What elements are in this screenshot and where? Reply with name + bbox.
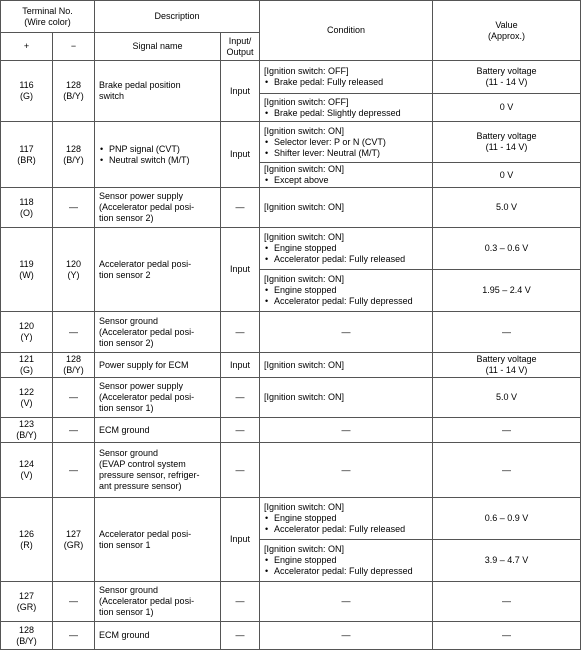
table-row <box>1 61 581 94</box>
signal-name-line: tion sensor 1) <box>99 403 154 413</box>
terminal-plus-line: (W) <box>19 269 34 280</box>
value <box>433 540 581 582</box>
input-output: Input <box>221 61 260 122</box>
signal-name-line: tion sensor 1 <box>99 539 151 550</box>
terminal-plus-line: 116 <box>19 80 34 90</box>
terminal-minus-line: 128 <box>65 143 82 154</box>
terminal-plus-line: 120 <box>18 321 35 331</box>
value <box>433 582 581 622</box>
signal-name <box>95 582 221 622</box>
table-row <box>1 122 581 163</box>
value <box>433 418 581 443</box>
condition-title: [Ignition switch: ON] <box>264 359 345 370</box>
terminal-plus-line: (B/Y) <box>16 430 37 440</box>
condition-title: [Ignition switch: OFF] <box>264 96 349 107</box>
terminal-minus <box>53 122 95 188</box>
condition <box>260 188 433 228</box>
signal-name-line: (Accelerator pedal posi- <box>99 392 195 402</box>
input-output: — <box>221 582 260 622</box>
signal-name <box>95 622 221 650</box>
condition-title: — <box>341 424 351 435</box>
condition-header: Condition <box>260 1 433 61</box>
value <box>433 270 581 312</box>
signal-name-line: (Accelerator pedal posi- <box>99 596 195 606</box>
condition-list-item: • Accelerator pedal: Fully depressed <box>264 566 428 577</box>
condition <box>260 582 433 622</box>
condition-list <box>264 513 428 535</box>
table-row <box>1 622 581 650</box>
terminal-minus-line: — <box>69 630 78 640</box>
signal-name-line: tion sensor 2 <box>99 269 151 280</box>
value <box>433 353 581 378</box>
signal-name-header: Signal name <box>95 33 221 61</box>
terminal-plus <box>1 312 53 353</box>
terminal-plus-line: (B/Y) <box>16 635 37 646</box>
value-line: 3.9 – 4.7 V <box>484 555 529 565</box>
table-row <box>1 582 581 622</box>
terminal-plus <box>1 378 53 418</box>
input-output: — <box>221 188 260 228</box>
signal-name-line: (Accelerator pedal posi- <box>99 202 195 212</box>
signal-name-line: Accelerator pedal posi- <box>99 258 192 269</box>
signal-list <box>99 144 216 166</box>
value <box>433 228 581 270</box>
value-line: Battery voltage <box>476 66 537 76</box>
value-line: (11 - 14 V) <box>485 77 528 87</box>
signal-name <box>95 122 221 188</box>
terminal-minus-line: 120 <box>65 258 82 269</box>
condition-title: [Ignition switch: ON] <box>264 544 345 554</box>
condition-list <box>264 108 428 119</box>
signal-name-line: Power supply for ECM <box>99 359 189 370</box>
value <box>433 188 581 228</box>
condition <box>260 622 433 650</box>
terminal-minus-line: — <box>69 424 78 435</box>
terminal-plus-line: 124 <box>18 459 35 469</box>
table-row <box>1 443 581 498</box>
signal-name-line: tion sensor 1) <box>99 607 154 617</box>
terminal-minus-line: — <box>69 326 78 337</box>
signal-name <box>95 312 221 353</box>
terminal-minus-line: (Y) <box>67 269 80 280</box>
terminal-plus <box>1 228 53 312</box>
value-line: 0 V <box>499 169 514 180</box>
value-line: 1.95 – 2.4 V <box>482 285 531 295</box>
table-row <box>1 418 581 443</box>
value <box>433 622 581 650</box>
input-output: — <box>221 378 260 418</box>
condition <box>260 498 433 540</box>
condition-list-item: • Engine stopped <box>264 555 428 566</box>
signal-name <box>95 378 221 418</box>
condition-title: — <box>341 630 351 640</box>
terminal-minus-line: 128 <box>65 80 82 90</box>
terminal-plus <box>1 622 53 650</box>
terminal-minus <box>53 353 95 378</box>
terminal-minus-line: (B/Y) <box>63 91 84 101</box>
terminal-minus-line: — <box>69 202 78 212</box>
value <box>433 498 581 540</box>
condition-list-item: • Brake pedal: Slightly depressed <box>264 108 428 119</box>
condition-title: — <box>341 464 351 475</box>
value <box>433 61 581 94</box>
condition-list <box>264 175 428 186</box>
condition-list-item: • Selector lever: P or N (CVT) <box>264 137 428 148</box>
signal-name-line: ECM ground <box>99 424 150 435</box>
condition-list-item: • Brake pedal: Fully released <box>264 77 428 88</box>
terminal-minus <box>53 498 95 582</box>
value <box>433 94 581 122</box>
terminal-plus <box>1 61 53 122</box>
input-output: Input <box>221 122 260 188</box>
condition <box>260 122 433 163</box>
signal-list-item: • Neutral switch (M/T) <box>99 155 216 166</box>
terminal-plus-line: 117 <box>19 143 34 154</box>
terminal-minus-line: — <box>69 392 78 402</box>
terminal-minus <box>53 61 95 122</box>
signal-name-line: Sensor power supply <box>99 381 184 391</box>
terminal-minus <box>53 582 95 622</box>
minus-header: − <box>53 33 95 61</box>
terminal-minus-line: — <box>69 596 78 606</box>
condition-list <box>264 77 428 88</box>
condition-title: [Ignition switch: ON] <box>264 502 345 512</box>
input-output: — <box>221 443 260 498</box>
terminal-plus-line: (G) <box>20 365 33 375</box>
value-line: 0 V <box>499 102 514 112</box>
condition-title: [Ignition switch: ON] <box>264 164 345 174</box>
terminal-minus <box>53 188 95 228</box>
condition-title: [Ignition switch: ON] <box>264 392 345 402</box>
terminal-plus-line: 126 <box>18 528 35 539</box>
terminal-minus <box>53 622 95 650</box>
signal-name-line: pressure sensor, refriger- <box>99 470 200 480</box>
terminal-minus-line: 127 <box>65 528 82 539</box>
table-row <box>1 498 581 540</box>
terminal-plus-line: 128 <box>18 624 35 635</box>
input-output-header: Input/ Output <box>221 33 260 61</box>
value-line: 0.3 – 0.6 V <box>484 243 529 253</box>
condition-list <box>264 555 428 577</box>
terminal-minus-line: — <box>69 464 78 475</box>
condition-title: [Ignition switch: ON] <box>264 232 345 242</box>
terminal-plus-line: 127 <box>18 590 35 601</box>
signal-name-line: Sensor ground <box>99 585 159 595</box>
signal-name <box>95 443 221 498</box>
condition-list <box>264 243 428 265</box>
condition-list-item: • Except above <box>264 175 428 186</box>
terminal-minus <box>53 378 95 418</box>
signal-name-line: tion sensor 2) <box>99 213 154 223</box>
signal-name <box>95 61 221 122</box>
signal-name-line: Brake pedal position <box>99 80 181 90</box>
terminal-plus <box>1 443 53 498</box>
input-output: Input <box>221 498 260 582</box>
condition-list-item: • Shifter lever: Neutral (M/T) <box>264 148 428 159</box>
table-row <box>1 312 581 353</box>
terminal-plus-line: (V) <box>20 470 33 480</box>
condition-list <box>264 285 428 307</box>
condition-title: [Ignition switch: ON] <box>264 202 345 212</box>
value <box>433 378 581 418</box>
value-line: 5.0 V <box>496 202 518 212</box>
value-line: (11 - 14 V) <box>485 142 528 152</box>
signal-list-item: • PNP signal (CVT) <box>99 144 216 155</box>
table-row <box>1 228 581 270</box>
terminal-plus-line: (Y) <box>20 332 33 342</box>
terminal-plus-line: 122 <box>18 386 35 397</box>
signal-name <box>95 418 221 443</box>
description-header: Description <box>95 1 260 33</box>
value-header: Value (Approx.) <box>433 1 581 61</box>
condition-title: [Ignition switch: ON] <box>264 125 345 136</box>
signal-name <box>95 498 221 582</box>
condition-title: — <box>341 326 351 337</box>
condition-list-item: • Engine stopped <box>264 285 428 296</box>
terminal-plus-line: (O) <box>20 207 33 218</box>
terminal-minus-line: (GR) <box>63 539 84 550</box>
condition <box>260 228 433 270</box>
signal-name-line: Sensor ground <box>99 315 159 326</box>
condition <box>260 61 433 94</box>
condition-title: [Ignition switch: ON] <box>264 274 345 284</box>
condition <box>260 418 433 443</box>
condition <box>260 353 433 378</box>
condition <box>260 443 433 498</box>
value-line: — <box>502 424 512 435</box>
terminal-plus-line: 118 <box>19 196 34 207</box>
signal-name-line: (EVAP control system <box>99 459 186 469</box>
condition-title: — <box>341 596 351 606</box>
signal-name-line: tion sensor 2) <box>99 337 154 348</box>
terminal-plus <box>1 498 53 582</box>
signal-name-line: ECM ground <box>99 630 150 640</box>
value <box>433 443 581 498</box>
input-output: — <box>221 622 260 650</box>
terminal-plus <box>1 122 53 188</box>
condition <box>260 540 433 582</box>
terminal-plus-line: 121 <box>18 354 35 364</box>
value-line: (11 - 14 V) <box>485 365 528 375</box>
terminal-plus <box>1 188 53 228</box>
signal-name-line: ant pressure sensor) <box>99 481 182 491</box>
table-row <box>1 353 581 378</box>
terminal-plus-line: (GR) <box>16 601 37 612</box>
condition-list <box>264 137 428 159</box>
table-row <box>1 378 581 418</box>
input-output: Input <box>221 353 260 378</box>
condition <box>260 312 433 353</box>
value-line: — <box>502 630 512 640</box>
value-line: 0.6 – 0.9 V <box>484 513 529 523</box>
condition <box>260 94 433 122</box>
condition-list-item: • Accelerator pedal: Fully released <box>264 524 428 535</box>
signal-name-line: Sensor ground <box>99 448 159 458</box>
signal-name-line: switch <box>99 91 125 101</box>
value-line: Battery voltage <box>476 131 537 141</box>
value-line: — <box>502 596 512 606</box>
signal-name-line: Accelerator pedal posi- <box>99 528 192 539</box>
plus-header: + <box>1 33 53 61</box>
terminal-plus-line: 123 <box>18 419 35 429</box>
condition <box>260 270 433 312</box>
terminal-plus <box>1 582 53 622</box>
condition <box>260 163 433 188</box>
condition-list-item: • Engine stopped <box>264 513 428 524</box>
terminal-plus-line: (R) <box>20 539 33 550</box>
condition-title: [Ignition switch: OFF] <box>264 66 349 76</box>
terminal-minus <box>53 228 95 312</box>
terminal-plus-line: 119 <box>19 258 34 269</box>
condition <box>260 378 433 418</box>
value-line: Battery voltage <box>476 354 537 364</box>
signal-name <box>95 188 221 228</box>
condition-list-item: • Accelerator pedal: Fully released <box>264 254 428 265</box>
terminal-minus <box>53 443 95 498</box>
input-output: — <box>221 418 260 443</box>
terminal-plus <box>1 418 53 443</box>
terminal-plus-line: (V) <box>20 397 33 408</box>
condition-list-item: • Engine stopped <box>264 243 428 254</box>
terminal-plus <box>1 353 53 378</box>
terminal-plus-line: (G) <box>20 91 33 101</box>
condition-list-item: • Accelerator pedal: Fully depressed <box>264 296 428 307</box>
signal-name-line: (Accelerator pedal posi- <box>99 326 195 337</box>
value-line: 5.0 V <box>496 392 518 402</box>
signal-name-line: Sensor power supply <box>99 191 184 201</box>
table-body <box>1 61 581 650</box>
terminal-minus-line: 128 <box>65 354 82 364</box>
terminal-minus-line: (B/Y) <box>63 154 84 165</box>
value <box>433 163 581 188</box>
value-line: — <box>502 464 512 475</box>
value <box>433 312 581 353</box>
terminal-plus-line: (BR) <box>17 154 36 165</box>
value <box>433 122 581 163</box>
signal-name <box>95 353 221 378</box>
table-row <box>1 188 581 228</box>
terminal-minus-line: (B/Y) <box>63 365 84 375</box>
value-line: — <box>502 326 512 337</box>
signal-name <box>95 228 221 312</box>
terminal-no-header: Terminal No. (Wire color) <box>1 1 95 33</box>
input-output: Input <box>221 228 260 312</box>
terminal-minus <box>53 312 95 353</box>
terminal-minus <box>53 418 95 443</box>
input-output: — <box>221 312 260 353</box>
